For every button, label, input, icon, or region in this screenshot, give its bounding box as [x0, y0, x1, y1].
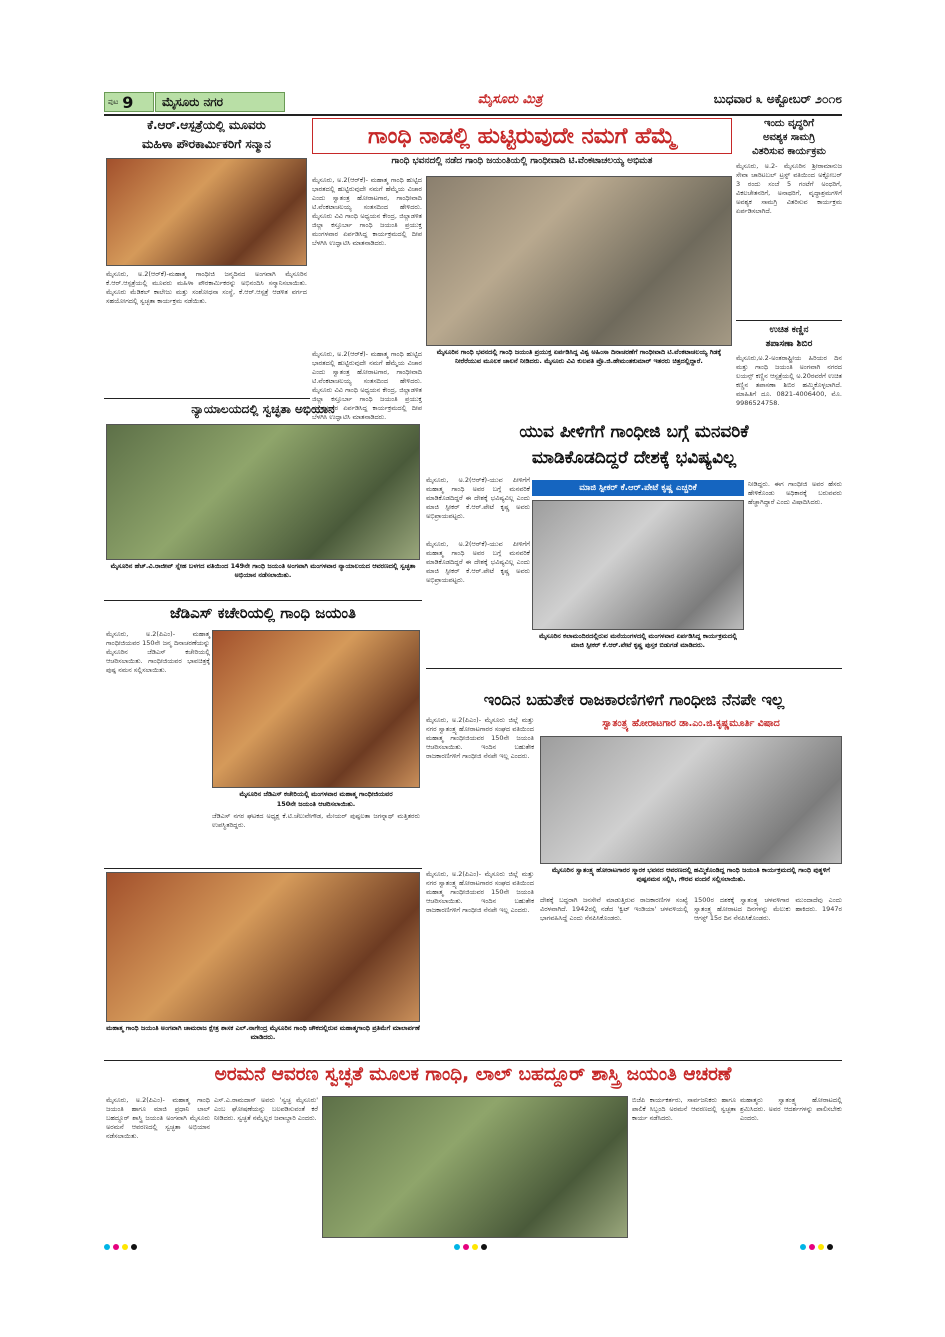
politicians-caption: ಮೈಸೂರಿನ ಸ್ವಾತಂತ್ರ್ಯ ಹೋರಾಟಗಾರರ ಸ್ಮಾರಕ ಭವನದ ಆವರಣದಲ್ಲಿ ಹಮ್ಮಿಕೊಂಡಿದ್ದ ಗಾಂಧಿ ಜಯಂತಿ ಕಾರ್ಯಕ್ರಮದಲ್ಲಿ ಗಾಂಧಿ ಪುತ್ಥಳಿಗೆ ಪುಷ್ಪನಮನ ಸಲ್ಲಿಸಿ, ಗೌರವ ವಂದನೆ ಸಲ್ಲಿಸಲಾಯಿತು. [551, 866, 831, 883]
divider [104, 1060, 842, 1061]
bottom-body-mid: ಎಸ್.ಎ.ರಾಮದಾಸ್ ಅವರು 'ಸ್ವಚ್ಛ ಮೈಸೂರು' ಎಂಬ ಘೋಷಣೆಯನ್ನು ಬಲಪಡಿಸುವಂತೆ ಕರೆ ನೀಡಿದರು. ಸ್ವಚ್ಛತೆ ನಮ್ಮೆಲ್ಲರ ಜವಾಬ್ದಾರಿ ಎಂದರು. [214, 1096, 318, 1122]
politicians-photo [540, 736, 842, 864]
header-rule [104, 114, 842, 116]
masthead: ಮೈಸೂರು ಮಿತ್ರ [477, 92, 543, 107]
jds-photo [212, 630, 420, 788]
section-title: ಮೈಸೂರು ನಗರ [155, 92, 285, 112]
youth-body: ಮೈಸೂರು, ಅ.2(ಆರ್‌ಕೆ)-ಯುವ ಪೀಳಿಗೆಗೆ ಮಹಾತ್ಮ ಗಾಂಧಿ ಅವರ ಬಗ್ಗೆ ಮನವರಿಕೆ ಮಾಡಿಕೊಡದಿದ್ದರೆ ಈ ದೇಶಕ್ಕೆ ಭವಿಷ್ಯವಿಲ್ಲ ಎಂದು ಮಾಜಿ ಸ್ಪೀಕರ್ ಕೆ.ಆರ್.ಪೇಟೆ ಕೃಷ್ಣ ಅವರು ಅಭಿಪ್ರಾಯಪಟ್ಟರು. [426, 476, 530, 520]
divider [426, 668, 842, 669]
jds-headline: ಜೆಡಿಎಸ್ ಕಚೇರಿಯಲ್ಲಿ ಗಾಂಧಿ ಜಯಂತಿ [170, 604, 356, 622]
lead-subhead: ಗಾಂಧಿ ಭವನದಲ್ಲಿ ನಡೆದ ಗಾಂಧಿ ಜಯಂತಿಯಲ್ಲಿ ಗಾಂಧೀವಾದಿ ಟಿ.ವೆಂಕಟಾಚಲಯ್ಯ ಅಭಿಮತ [391, 156, 653, 166]
divider [104, 868, 422, 869]
youth-photo [532, 500, 744, 630]
date-line: ಬುಧವಾರ ೩ ಅಕ್ಟೋಬರ್ ೨೦೧೮ [713, 92, 842, 106]
court-headline: ನ್ಯಾಯಾಲಯದಲ್ಲಿ ಸ್ವಚ್ಛತಾ ಅಭಿಯಾನ [191, 402, 335, 416]
right-top-headline-3: ವಿತರಿಸುವ ಕಾರ್ಯಕ್ರಮ [752, 146, 826, 157]
youth-headline-1: ಯುವ ಪೀಳಿಗೆಗೆ ಗಾಂಧೀಜಿ ಬಗ್ಗೆ ಮನವರಿಕೆ [519, 422, 749, 442]
eye-camp-body: ಮೈಸೂರು,ಅ.2-ಅಂತರಾಷ್ಟ್ರೀಯ ಹಿರಿಯರ ದಿನ ಮತ್ತು ಗಾಂಧಿ ಜಯಂತಿ ಅಂಗವಾಗಿ ನಗರದ ಲಯನ್ಸ್ ಕಣ್ಣಿನ ಆಸ್ಪತ್ರೆಯಲ್ಲಿ ಅ.20ರವರೆಗೆ ಉಚಿತ ಕಣ್ಣಿನ ತಪಾಸಣಾ ಶಿಬಿರ ಹಮ್ಮಿಕೊಳ್ಳಲಾಗಿದೆ. ಮಾಹಿತಿಗೆ ದೂ. 0821-4006400, ಮೊ. 9986524758. [736, 354, 842, 407]
youth-body-cont: ಮೈಸೂರು, ಅ.2(ಆರ್‌ಕೆ)-ಯುವ ಪೀಳಿಗೆಗೆ ಮಹಾತ್ಮ ಗಾಂಧಿ ಅವರ ಬಗ್ಗೆ ಮನವರಿಕೆ ಮಾಡಿಕೊಡದಿದ್ದರೆ ಈ ದೇಶಕ್ಕೆ ಭವಿಷ್ಯವಿಲ್ಲ ಎಂದು ಮಾಜಿ ಸ್ಪೀಕರ್ ಕೆ.ಆರ್.ಪೇಟೆ ಕೃಷ್ಣ ಅವರು ಅಭಿಪ್ರಾಯಪಟ್ಟರು. [426, 540, 530, 584]
politicians-body: ಮೈಸೂರು, ಅ.2(ಪಿಎಂ)- ಮೈಸೂರು ಜಿಲ್ಲೆ ಮತ್ತು ನಗರ ಸ್ವಾತಂತ್ರ್ಯ ಹೋರಾಟಗಾರರ ಸಂಘದ ವತಿಯಿಂದ ಮಹಾತ್ಮ ಗಾಂಧೀಜಿಯವರ 150ನೇ ಜಯಂತಿ ಆಚರಿಸಲಾಯಿತು. ಇಂದಿನ ಬಹುತೇಕ ರಾಜಕಾರಣಿಗಳಿಗೆ ಗಾಂಧೀಜಿ ನೆನಪೇ ಇಲ್ಲ ಎಂದರು. [426, 716, 534, 760]
left-top-photo [106, 158, 307, 266]
politicians-subhead: ಸ್ವಾತಂತ್ರ್ಯ ಹೋರಾಟಗಾರ ಡಾ.ಎಂ.ಜಿ.ಕೃಷ್ಣಮೂರ್ತಿ ವಿಷಾದ [602, 718, 780, 729]
left-top-body: ಮೈಸೂರು, ಅ.2(ಆರ್‌ಕೆ)-ಮಹಾತ್ಮ ಗಾಂಧೀಜಿ ಜನ್ಮದಿನದ ಅಂಗವಾಗಿ ಮೈಸೂರಿನ ಕೆ.ಆರ್.ಆಸ್ಪತ್ರೆಯಲ್ಲಿ ಮೂವರು ಮಹಿಳಾ ಪೌರಕಾರ್ಮಿಕರನ್ನು ಅಭಿನಂದಿಸಿ ಸನ್ಮಾನಿಸಲಾಯಿತು. ಮೈಸೂರು ಮೆಡಿಕಲ್ ಕಾಲೇಜು ಮತ್ತು ಸಂಶೋಧನಾ ಸಂಸ್ಥೆ, ಕೆ.ಆರ್.ಆಸ್ಪತ್ರೆ ಆಡಳಿತ ವರ್ಗದ ಸಹಯೋಗದಲ್ಲಿ ಸ್ವಚ್ಛತಾ ಕಾರ್ಯಕ್ರಮ ನಡೆಯಿತು. [106, 270, 307, 305]
bottom-photo [322, 1096, 628, 1238]
right-top-body: ಮೈಸೂರು, ಅ.2- ಮೈಸೂರಿನ ಶ್ರೀರಾಮಾನುಜ ಸೇವಾ ಚಾರಿಟಬಲ್ ಟ್ರಸ್ಟ್ ವತಿಯಿಂದ ಅಕ್ಟೋಬರ್ 3 ರಂದು ಸಂಜೆ 5 ಗಂಟೆಗೆ ಅಂಧರಿಗೆ, ವಿಕಲಚೇತನರಿಗೆ, ಅನಾಥರಿಗೆ, ವೃದ್ಧಾಶ್ರಮಗಳಿಗೆ ಅವಶ್ಯಕ ಸಾಮಗ್ರಿ ವಿತರಿಸುವ ಕಾರ್ಯಕ್ರಮ ಏರ್ಪಡಿಸಲಾಗಿದೆ. [736, 162, 842, 215]
left-top-headline-1: ಕೆ.ಆರ್.ಆಸ್ಪತ್ರೆಯಲ್ಲಿ ಮೂವರು [147, 118, 266, 132]
bottom-headline: ಅರಮನೆ ಆವರಣ ಸ್ವಚ್ಛತೆ ಮೂಲಕ ಗಾಂಧಿ, ಲಾಲ್ ಬಹದ್ದೂರ್ ಶಾಸ್ತ್ರಿ ಜಯಂತಿ ಆಚರಣೆ [214, 1064, 732, 1085]
lead-body: ಮೈಸೂರು, ಅ.2(ಆರ್‌ಕೆ)- ಮಹಾತ್ಮ ಗಾಂಧಿ ಹುಟ್ಟಿದ ಭಾರತದಲ್ಲಿ ಹುಟ್ಟಿರುವುದೇ ನಮಗೆ ಹೆಮ್ಮೆಯ ವಿಚಾರ ಎಂದು ಸ್ವಾತಂತ್ರ ಹೋರಾಟಗಾರ, ಗಾಂಧೀವಾದಿ ಟಿ.ವೆಂಕಟಾಚಲಯ್ಯ ಸಂತಸದಿಂದ ಹೇಳಿದರು. ಮೈಸೂರು ವಿವಿ ಗಾಂಧಿ ಅಧ್ಯಯನ ಕೇಂದ್ರ, ಜಿಲ್ಲಾಡಳಿತ ಜಿಲ್ಲಾ ಕಸ್ತೂರ್ಬಾ ಗಾಂಧಿ ಜಯಂತಿ ಪ್ರಯುಕ್ತ ಮಂಗಳವಾರ ಏರ್ಪಡಿಸಿದ್ದ ಕಾರ್ಯಕ್ರಮದಲ್ಲಿ ದೀಪ ಬೆಳಗಿಸಿ ಉದ್ಘಾಟಿಸಿ ಮಾತನಾಡಿದರು. [312, 176, 422, 247]
bottom-body-right: ಬಿಜೆಪಿ ಕಾರ್ಯಕರ್ತರು, ಸಾರ್ವಜನಿಕರು ಹಾಗೂ ಪಾಲಿಕೆ ಸಿಬ್ಬಂದಿ ಅರಮನೆ ಆವರಣದಲ್ಲಿ ಸ್ವಚ್ಛತಾ ಕಾರ್ಯ ನಡೆಸಿದರು. [632, 1096, 736, 1122]
politicians-headline: ಇಂದಿನ ಬಹುತೇಕ ರಾಜಕಾರಣಿಗಳಿಗೆ ಗಾಂಧೀಜಿ ನೆನಪೇ ಇಲ್ಲ [483, 690, 785, 709]
right-top-headline-2: ಅವಶ್ಯಕ ಸಾಮಗ್ರಿ [762, 132, 816, 143]
registration-marks-right [800, 1244, 833, 1250]
jds-caption-2: 150ನೇ ಜಯಂತಿ ಆಚರಿಸಲಾಯಿತು. [276, 800, 356, 808]
jds-body: ಮೈಸೂರು, ಅ.2(ಪಿಎಂ)- ಮಹಾತ್ಮ ಗಾಂಧೀಜಿಯವರ 150ನೇ ಜನ್ಮ ದಿನಾಚರಣೆಯನ್ನು ಮೈಸೂರಿನ ಜೆಡಿಎಸ್ ಕಚೇರಿಯಲ್ಲಿ ಆಚರಿಸಲಾಯಿತು. ಗಾಂಧೀಜಿಯವರ ಭಾವಚಿತ್ರಕ್ಕೆ ಪುಷ್ಪ ನಮನ ಸಲ್ಲಿಸಲಾಯಿತು. [106, 630, 210, 674]
jds-caption-1: ಮೈಸೂರಿನ ಜೆಡಿಎಸ್ ಕಚೇರಿಯಲ್ಲಿ ಮಂಗಳವಾರ ಮಹಾತ್ಮ ಗಾಂಧೀಜಿಯವರ [239, 790, 393, 798]
eye-camp-title-1: ಉಚಿತ ಕಣ್ಣಿನ [769, 325, 809, 335]
lead-photo [426, 176, 732, 346]
divider [104, 600, 422, 601]
politicians-body-3: 1500ರ ದಶಕಕ್ಕೆ ಸ್ವಾತಂತ್ರ್ಯ ಚಳವಳಿಗಾರ ಮುಂದಾದೆವು ಎಂದು ಸ್ವಾತಂತ್ರ್ಯ ಹೋರಾಟದ ದಿನಗಳನ್ನು ಮೆಲುಕು ಹಾಕಿದರು. 1947ರ ಆಗಸ್ಟ್ 15ರ ದಿನ ನೆನಪಿಸಿಕೊಂಡರು. [694, 896, 842, 922]
lead-caption: ಮೈಸೂರಿನ ಗಾಂಧಿ ಭವನದಲ್ಲಿ ಗಾಂಧಿ ಜಯಂತಿ ಪ್ರಯುಕ್ತ ಏರ್ಪಡಿಸಿದ್ದ ವಿಶ್ವ ಅಹಿಂಸಾ ದಿನಾಚರಣೆಗೆ ಗಾಂಧೀವಾದಿ ಟಿ.ವೆಂಕಟಾಚಲಯ್ಯ ಗಿಡಕ್ಕೆ ನೀರೆರೆಯುವ ಮೂಲಕ ಚಾಲನೆ ನೀಡಿದರು. ಮೈಸೂರು ವಿವಿ ಕುಲಪತಿ ಪ್ರೊ.ಜಿ.ಹೇಮಂತಕುಮಾರ್ ಇತರರು ಚಿತ್ರದಲ್ಲಿದ್ದಾರೆ. [436, 348, 722, 365]
left-top-headline-2: ಮಹಿಳಾ ಪೌರಕಾರ್ಮಿಕರಿಗೆ ಸನ್ಮಾನ [142, 137, 271, 151]
politicians-body-2: ದೇಶಕ್ಕೆ ಬದ್ಧರಾಗಿ ಜನಸೇವೆ ಮಾಡುತ್ತಿರುವ ರಾಜಕಾರಣಿಗಳ ಸಂಖ್ಯೆ ವಿರಳವಾಗಿದೆ. 1942ರಲ್ಲಿ ನಡೆದ 'ಕ್ವಿಟ್ ಇಂಡಿಯಾ' ಚಳವಳಿಯಲ್ಲಿ ಭಾಗವಹಿಸಿದ್ದೆ ಎಂದು ನೆನಪಿಸಿಕೊಂಡರು. [540, 896, 688, 922]
lead-headline-box [312, 118, 732, 154]
youth-tag: ಮಾಜಿ ಸ್ಪೀಕರ್ ಕೆ.ಆರ್.ಪೇಟೆ ಕೃಷ್ಣ ಎಚ್ಚರಿಕೆ [532, 480, 744, 496]
youth-right-body: ನೀಡಿದ್ದರು. ಈಗ ಗಾಂಧೀಜಿ ಅವರ ಹೆಸರು ಹೇಳಿಕೊಂಡು ಅಧಿಕಾರಕ್ಕೆ ಬರುವವರು ಹೆಚ್ಚಾಗಿದ್ದಾರೆ ಎಂದು ವಿಷಾದಿಸಿದರು. [748, 480, 842, 506]
bottom-body-far: ಮಹಾತ್ಮರು ಸ್ವಾತಂತ್ರ್ಯ ಹೋರಾಟದಲ್ಲಿ ಶ್ರಮಿಸಿದರು. ಅವರ ಆದರ್ಶಗಳನ್ನು ಪಾಲಿಸಬೇಕು ಎಂದರು. [740, 1096, 842, 1122]
lead-headline: ಗಾಂಧಿ ನಾಡಲ್ಲಿ ಹುಟ್ಟಿರುವುದೇ ನಮಗೆ ಹೆಮ್ಮೆ [368, 123, 676, 149]
divider [104, 398, 310, 399]
registration-marks-left [104, 1244, 137, 1250]
page-number: 9 [122, 92, 134, 112]
bottom-body-left: ಮೈಸೂರು, ಅ.2(ಪಿಎಂ)- ಮಹಾತ್ಮ ಗಾಂಧಿ ಜಯಂತಿ ಹಾಗೂ ಮಾಜಿ ಪ್ರಧಾನಿ ಲಾಲ್ ಬಹದ್ದೂರ್ ಶಾಸ್ತ್ರಿ ಜಯಂತಿ ಅಂಗವಾಗಿ ಮೈಸೂರು ಅರಮನೆ ಆವರಣದಲ್ಲಿ ಸ್ವಚ್ಛತಾ ಅಭಿಯಾನ ನಡೆಸಲಾಯಿತು. [106, 1096, 210, 1140]
youth-headline-2: ಮಾಡಿಕೊಡದಿದ್ದರೆ ದೇಶಕ್ಕೆ ಭವಿಷ್ಯವಿಲ್ಲ [531, 448, 737, 468]
court-caption: ಮೈಸೂರಿನ ಹೆಚ್.ವಿ.ರಾಜೀವ್ ಸ್ನೇಹ ಬಳಗದ ವತಿಯಿಂದ 149ನೇ ಗಾಂಧಿ ಜಯಂತಿ ಅಂಗವಾಗಿ ಮಂಗಳವಾರ ನ್ಯಾಯಾಲಯದ ಆವರಣದಲ್ಲಿ ಸ್ವಚ್ಛತಾ ಅಭಿಯಾನ ನಡೆಸಲಾಯಿತು. [110, 562, 416, 579]
court-photo [106, 424, 420, 560]
registration-marks-center [454, 1244, 487, 1250]
lead-body-cont: ಮೈಸೂರು, ಅ.2(ಆರ್‌ಕೆ)- ಮಹಾತ್ಮ ಗಾಂಧಿ ಹುಟ್ಟಿದ ಭಾರತದಲ್ಲಿ ಹುಟ್ಟಿರುವುದೇ ನಮಗೆ ಹೆಮ್ಮೆಯ ವಿಚಾರ ಎಂದು ಸ್ವಾತಂತ್ರ ಹೋರಾಟಗಾರ, ಗಾಂಧೀವಾದಿ ಟಿ.ವೆಂಕಟಾಚಲಯ್ಯ ಸಂತಸದಿಂದ ಹೇಳಿದರು. ಮೈಸೂರು ವಿವಿ ಗಾಂಧಿ ಅಧ್ಯಯನ ಕೇಂದ್ರ, ಜಿಲ್ಲಾಡಳಿತ ಜಿಲ್ಲಾ ಕಸ್ತೂರ್ಬಾ ಗಾಂಧಿ ಜಯಂತಿ ಪ್ರಯುಕ್ತ ಮಂಗಳವಾರ ಏರ್ಪಡಿಸಿದ್ದ ಕಾರ್ಯಕ್ರಮದಲ್ಲಿ ದೀಪ ಬೆಳಗಿಸಿ ಉದ್ಘಾಟಿಸಿ ಮಾತನಾಡಿದರು. [312, 350, 422, 421]
youth-caption: ಮೈಸೂರಿನ ಕಲಾಮಂದಿರದಲ್ಲಿರುವ ಮನೆಯಂಗಳದಲ್ಲಿ ಮಂಗಳವಾರ ಏರ್ಪಡಿಸಿದ್ದ ಕಾರ್ಯಕ್ರಮದಲ್ಲಿ ಮಾಜಿ ಸ್ಪೀಕರ್ ಕೆ.ಆರ್.ಪೇಟೆ ಕೃಷ್ಣ ಪುಸ್ತಕ ಬಿಡುಗಡೆ ಮಾಡಿದರು. [539, 632, 737, 649]
eye-camp-title-2: ತಪಾಸಣಾ ಶಿಬಿರ [765, 339, 813, 349]
page-label: ಪುಟ [108, 97, 119, 106]
statue-photo [106, 872, 420, 1022]
politicians-body-cont: ಮೈಸೂರು, ಅ.2(ಪಿಎಂ)- ಮೈಸೂರು ಜಿಲ್ಲೆ ಮತ್ತು ನಗರ ಸ್ವಾತಂತ್ರ್ಯ ಹೋರಾಟಗಾರರ ಸಂಘದ ವತಿಯಿಂದ ಮಹಾತ್ಮ ಗಾಂಧೀಜಿಯವರ 150ನೇ ಜಯಂತಿ ಆಚರಿಸಲಾಯಿತು. ಇಂದಿನ ಬಹುತೇಕ ರಾಜಕಾರಣಿಗಳಿಗೆ ಗಾಂಧೀಜಿ ನೆನಪೇ ಇಲ್ಲ ಎಂದರು. [426, 870, 534, 914]
statue-caption: ಮಹಾತ್ಮ ಗಾಂಧಿ ಜಯಂತಿ ಅಂಗವಾಗಿ ಚಾಮರಾಜ ಕ್ಷೇತ್ರ ಶಾಸಕ ಎಲ್.ನಾಗೇಂದ್ರ ಮೈಸೂರಿನ ಗಾಂಧಿ ಚೌಕದಲ್ಲಿರುವ ಮಹಾತ್ಮಗಾಂಧಿ ಪ್ರತಿಮೆಗೆ ಮಾಲಾರ್ಪಣೆ ಮಾಡಿದರು. [106, 1024, 420, 1041]
jds-body-2: ಜೆಡಿಎಸ್ ನಗರ ಘಟಕದ ಅಧ್ಯಕ್ಷ ಕೆ.ಟಿ.ಚೆಲುವೇಗೌಡ, ಮೇಯರ್ ಪುಷ್ಪಲತಾ ಜಗನ್ನಾಥ್ ಮತ್ತಿತರರು ಉಪಸ್ಥಿತರಿದ್ದರು. [212, 812, 420, 829]
right-top-headline-1: ಇಂದು ವೃದ್ಧರಿಗೆ [763, 118, 814, 129]
divider [736, 320, 842, 321]
page-number-box [104, 92, 154, 112]
